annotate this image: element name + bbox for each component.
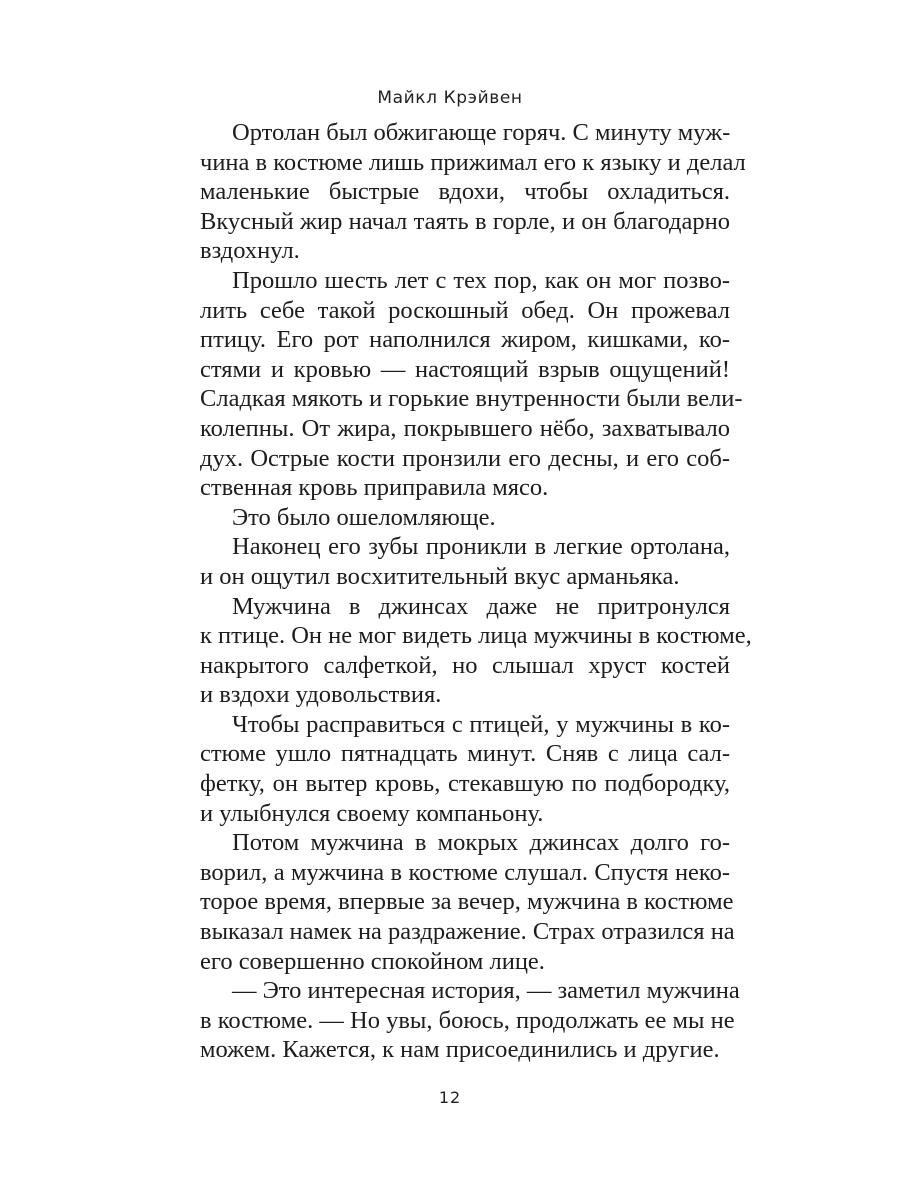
paragraph-6 <box>200 710 730 828</box>
text-line: его совершенно спокойном лице. <box>200 947 545 975</box>
text-line: маленькие быстрые вдохи, чтобы охладиться. <box>200 178 730 206</box>
body-text <box>200 118 752 1065</box>
text-line: выказал намек на раздражение. Страх отразился на <box>200 918 735 946</box>
text-line: в костюме. — Но увы, боюсь, продолжать ее мы не <box>200 1006 735 1034</box>
text-line: птицу. Его рот наполнился жиром, кишками, ко- <box>200 326 730 354</box>
text-line: и улыбнулся своему компаньону. <box>200 799 544 827</box>
paragraph-8 <box>200 976 740 1065</box>
text-line: чина в костюме лишь прижимал его к языку и делал <box>200 148 746 176</box>
text-line: Это было ошеломляюще. <box>232 503 496 531</box>
text-line: колепны. От жира, покрывшего нёбо, захватывало <box>200 414 730 442</box>
text-line: — Это интересная история, — заметил мужчина <box>232 977 740 1005</box>
text-line: Наконец его зубы проникли в легкие ортолана, <box>232 533 730 561</box>
text-line: к птице. Он не мог видеть лица мужчины в костюме, <box>200 622 752 650</box>
text-line: ственная кровь приправила мясо. <box>200 474 549 502</box>
text-line: стями и кровью — настоящий взрыв ощущений! <box>200 355 730 383</box>
text-line: стюме ушло пятнадцать минут. Сняв с лица сал- <box>200 740 730 768</box>
text-line: и он ощутил восхитительный вкус арманьяка. <box>200 562 680 590</box>
paragraph-2 <box>200 266 743 503</box>
text-line: Прошло шесть лет с тех пор, как он мог позво- <box>232 266 730 294</box>
text-line: Вкусный жир начал таять в горле, и он благодарно <box>200 207 730 235</box>
paragraph-5 <box>200 592 752 710</box>
paragraph-4 <box>200 532 730 591</box>
text-line: вздохнул. <box>200 237 300 265</box>
paragraph-1 <box>200 118 746 266</box>
text-line: фетку, он вытер кровь, стекавшую по подбородку, <box>200 770 730 798</box>
text-line: и вздохи удовольствия. <box>200 681 442 709</box>
text-line: Потом мужчина в мокрых джинсах долго го- <box>232 829 730 857</box>
paragraph-7 <box>200 828 735 976</box>
page-number: 12 <box>438 1088 462 1107</box>
text-line: Ортолан был обжигающе горяч. С минуту муж- <box>232 119 731 146</box>
text-line: Чтобы расправиться с птицей, у мужчины в ко- <box>232 710 730 738</box>
text-line: Мужчина в джинсах даже не притронулся <box>232 592 730 620</box>
text-line: накрытого салфеткой, но слышал хруст костей <box>200 651 730 679</box>
text-line: Сладкая мякоть и горькие внутренности были вели- <box>200 385 743 413</box>
paragraph-3 <box>200 503 730 533</box>
text-line: торое время, впервые за вечер, мужчина в костюме <box>200 888 734 916</box>
text-line: дух. Острые кости пронзили его десны, и его соб- <box>200 444 730 472</box>
text-line: ворил, а мужчина в костюме слушал. Спустя неко- <box>200 858 730 886</box>
text-line: можем. Кажется, к нам присоединились и другие. <box>200 1036 720 1064</box>
text-line: лить себе такой роскошный обед. Он прожевал <box>200 296 730 324</box>
running-head-author: Майкл Крэйвен <box>377 88 523 108</box>
